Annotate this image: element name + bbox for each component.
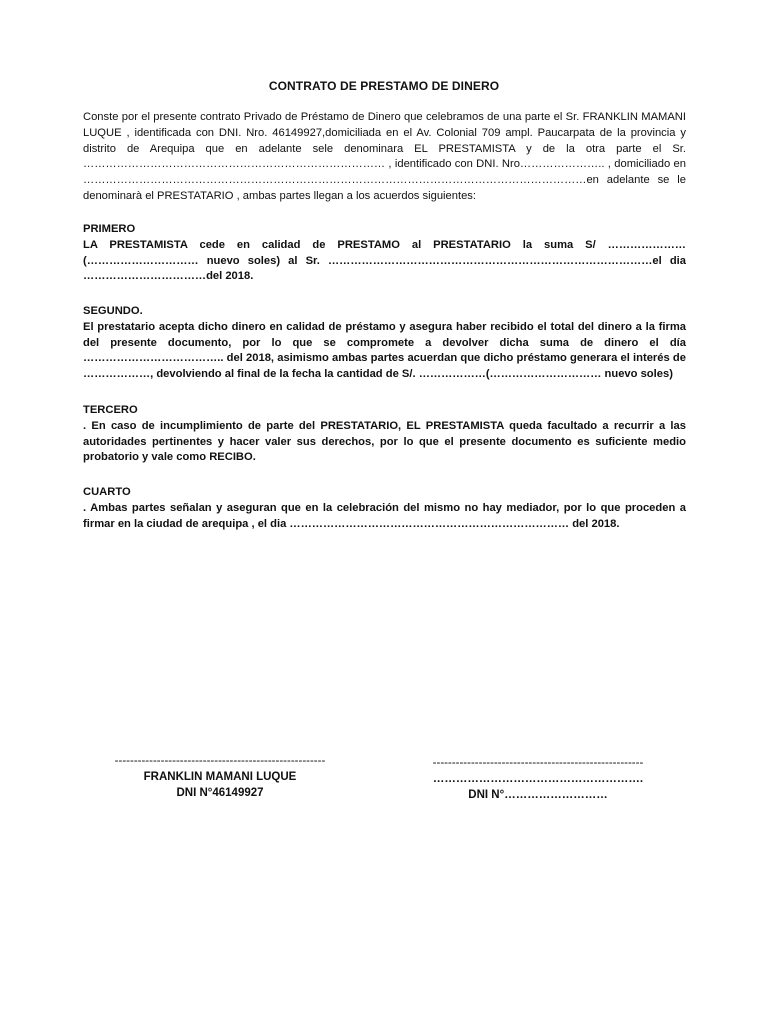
section-text: LA PRESTAMISTA cede en calidad de PRESTAMO al PRESTATARIO la suma S/ ………………… (………………………… nuevo soles) al Sr. ……………………………………………………………………………el dia ……………………………del 2018. (83, 238, 686, 283)
intro-text: Conste por el presente contrato Privado de Préstamo de Dinero que celebramos de una parte el Sr. FRANKLIN MAMANI LUQUE , identificada con DNI. Nro. 46149927,domiciliada en el Av. Colonial 709 ampl. Paucarpata de la provincia y distrito de Arequipa que en adelante sele denominara EL PRESTAMISTA y de la otra parte el Sr. ……………………………………………………………………… , identificado con DNI. Nro………………….. , domiciliado en ………………………………………………………………………………………………………………………en adelante se le denominarà el PRESTATARIO , ambas partes llegan a los acuerdos siguientes: (83, 111, 686, 202)
signer-name: FRANKLIN MAMANI LUQUE (143, 771, 297, 783)
signer-name: ………………………………………………. (432, 773, 644, 785)
section-text: El prestatario acepta dicho dinero en calidad de préstamo y asegura haber recibido el total del dinero a la firma del presente documento, por lo que se compromete a devolver dicha suma de dinero el día ……………………………….. del 2018, asimismo ambas partes acuerdan que dicho préstamo generara el interés de ………………, devolviendo al final de la fecha la cantidad de S/. ………………(………………………… nuevo soles) (83, 320, 686, 381)
signature-block-lender (104, 753, 336, 801)
intro-paragraph (83, 110, 686, 205)
section-heading: PRIMERO (83, 223, 136, 235)
section-primero (83, 222, 686, 285)
section-segundo (83, 304, 686, 383)
section-text: . En caso de incumplimiento de parte del PRESTATARIO, EL PRESTAMISTA queda facultado a recurrir a las autoridades pertinentes y hacer valer sus derechos, por lo que el presente documento es suficiente medio probatorio y vale como RECIBO. (83, 419, 686, 464)
signature-line: ------------------------------------------------------- (114, 755, 326, 767)
signer-dni: DNI N°46149927 (176, 787, 264, 799)
section-text: . Ambas partes señalan y aseguran que en la celebración del mismo no hay mediador, por lo que proceden a firmar en la ciudad de arequipa , el dia ………………………………………………………………… del 2018. (83, 501, 686, 530)
signature-block-borrower (420, 755, 656, 803)
section-cuarto (83, 485, 686, 532)
section-heading: SEGUNDO. (83, 305, 143, 317)
document-title: CONTRATO DE PRESTAMO DE DINERO (268, 79, 500, 93)
signature-line: ------------------------------------------------------- (432, 757, 644, 769)
section-heading: CUARTO (83, 486, 131, 498)
section-tercero (83, 403, 686, 466)
section-heading: TERCERO (83, 404, 138, 416)
signer-dni: DNI N°……………………… (468, 789, 608, 801)
